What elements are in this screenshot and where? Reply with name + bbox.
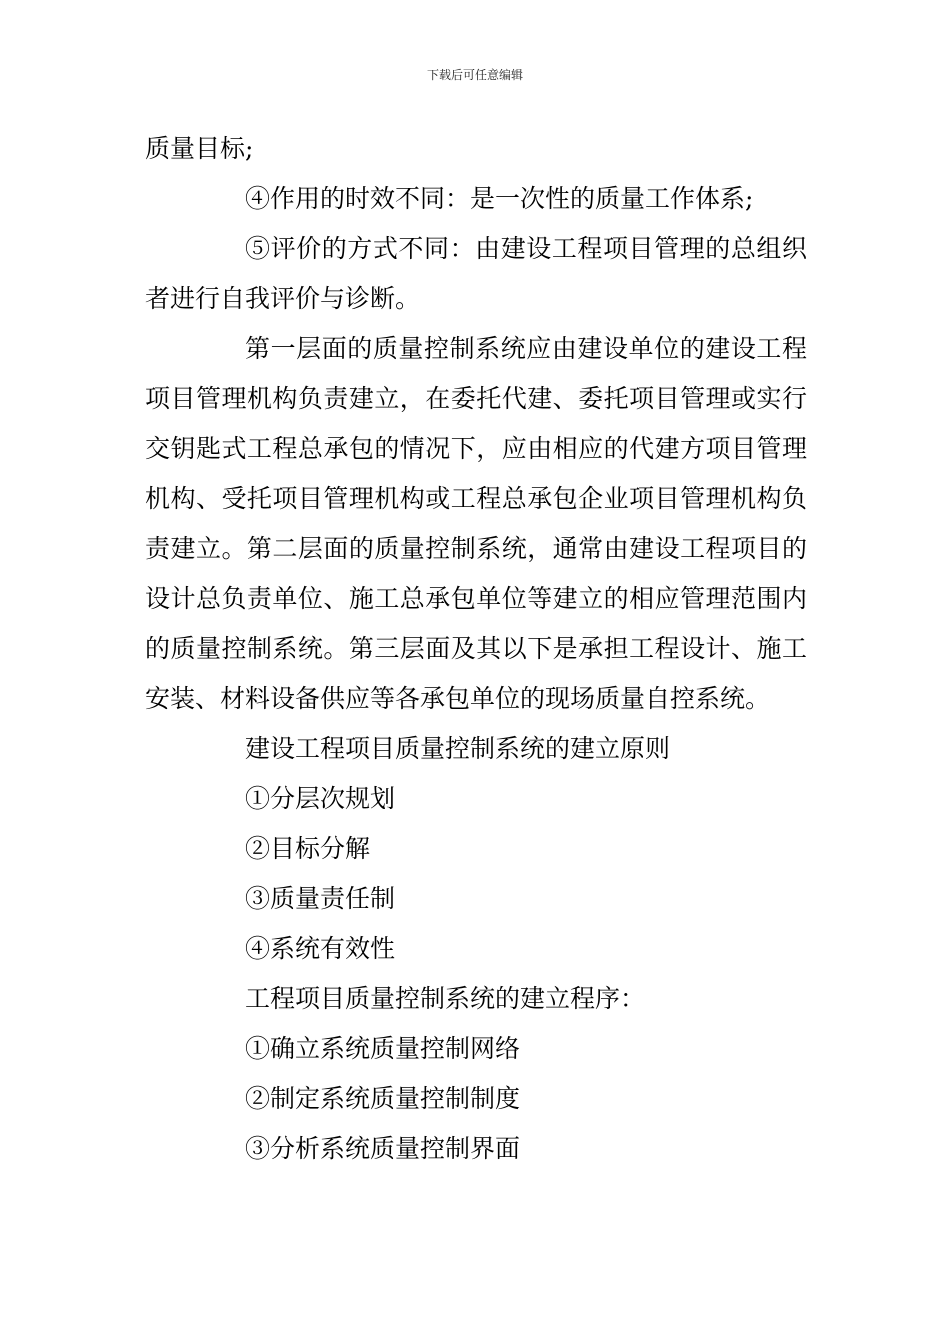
- paragraph-continuation: 质量目标;: [145, 134, 254, 163]
- section-heading-principles: 建设工程项目质量控制系统的建立原则: [245, 734, 671, 763]
- document-body: [145, 124, 807, 1174]
- list-item-evaluation: ⑤评价的方式不同：由建设工程项目管理的总组织者进行自我评价与诊断。: [145, 234, 807, 313]
- section-heading-procedure: 工程项目质量控制系统的建立程序：: [245, 984, 646, 1013]
- list-item-timeliness: ④作用的时效不同：是一次性的质量工作体系;: [245, 184, 754, 213]
- paragraph-control-layers: 第一层面的质量控制系统应由建设单位的建设工程项目管理机构负责建立，在委托代建、委托项目管理或实行交钥匙式工程总承包的情况下，应由相应的代建方项目管理机构、受托项目管理机构或工程总承包企业项目管理机构负责建立。第二层面的质量控制系统，通常由建设工程项目的设计总负责单位、施工总承包单位等建立的相应管理范围内的质量控制系统。第三层面及其以下是承担工程设计、施工安装、材料设备供应等各承包单位的现场质量自控系统。: [145, 334, 807, 713]
- list-item-principle: ①分层次规划: [245, 784, 396, 813]
- list-item-procedure: ①确立系统质量控制网络: [245, 1034, 521, 1063]
- list-item-principle: ②目标分解: [245, 834, 371, 863]
- list-item-principle: ③质量责任制: [245, 884, 396, 913]
- list-item-procedure: ③分析系统质量控制界面: [245, 1134, 521, 1163]
- list-item-principle: ④系统有效性: [245, 934, 396, 963]
- list-item-procedure: ②制定系统质量控制制度: [245, 1084, 521, 1113]
- page-header-note: 下载后可任意编辑: [426, 68, 523, 82]
